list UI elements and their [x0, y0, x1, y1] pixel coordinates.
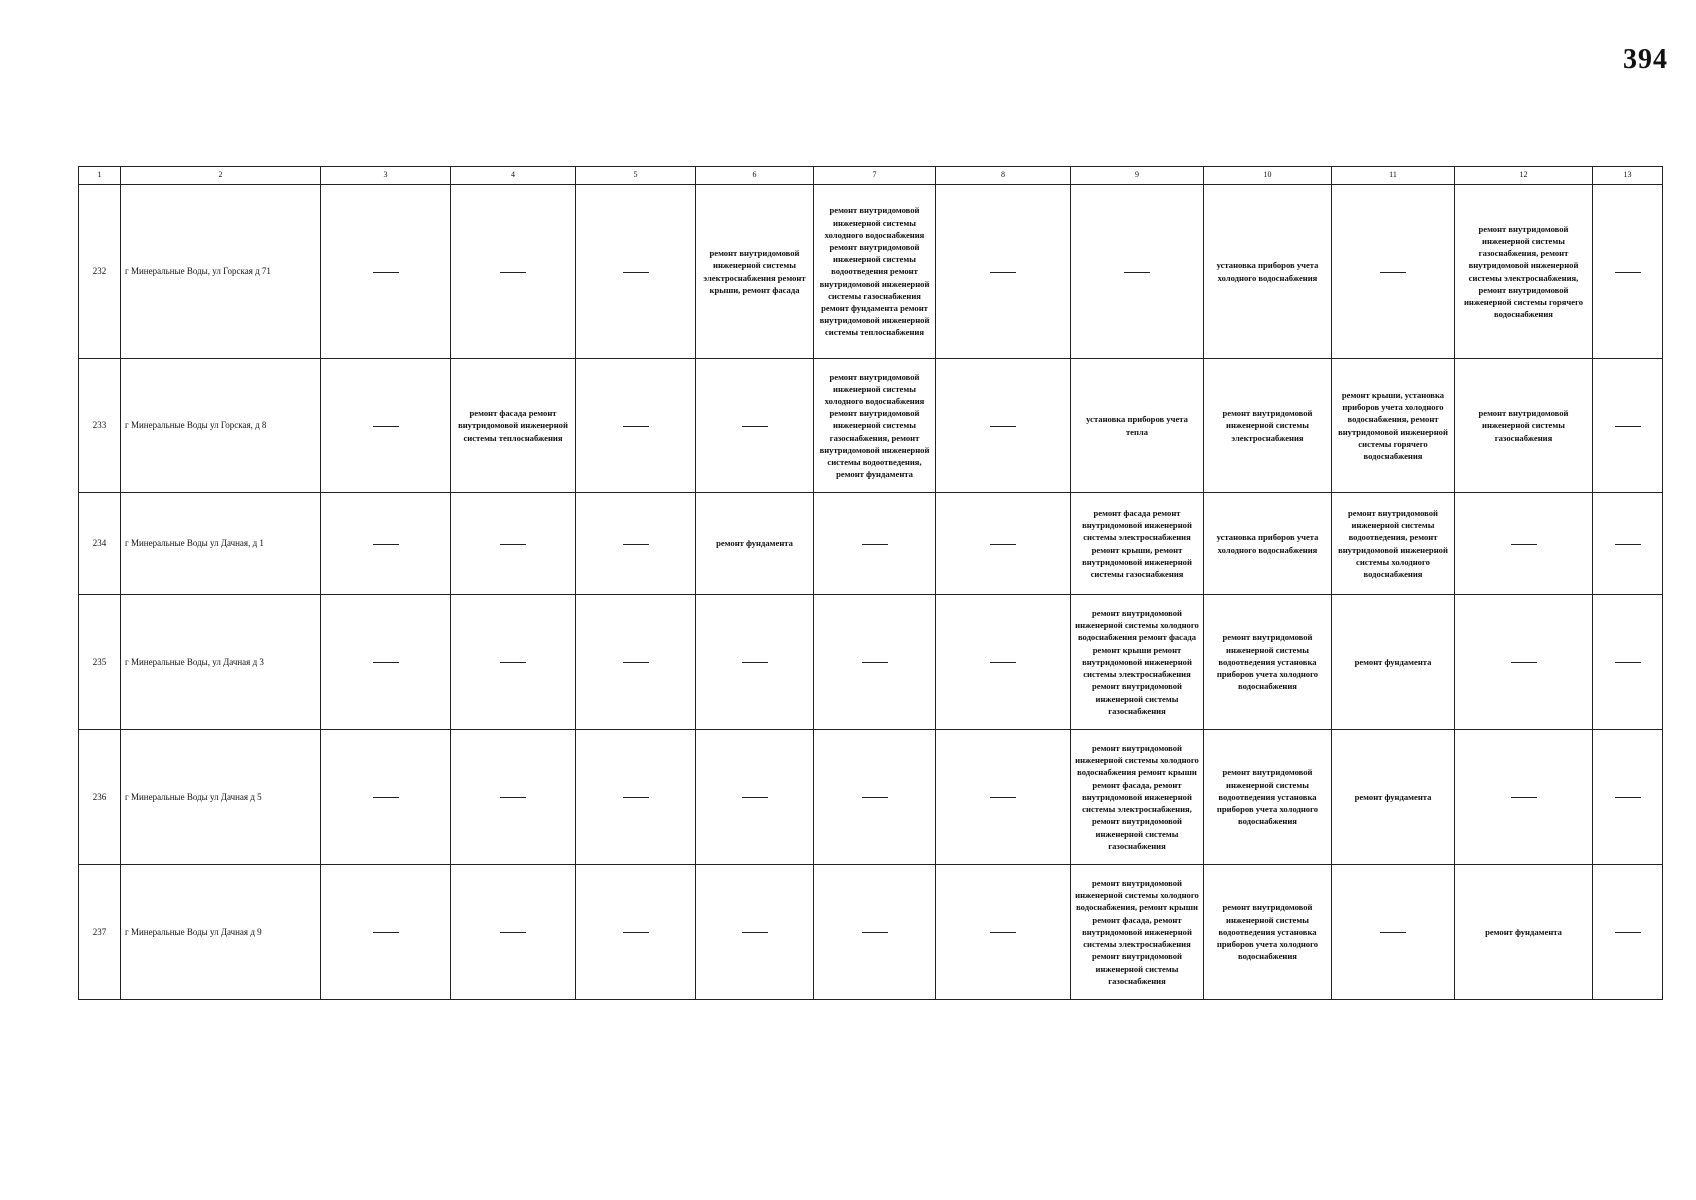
address-cell: г Минеральные Воды, ул Дачная д 3 — [121, 595, 321, 730]
empty-cell — [1593, 359, 1663, 493]
table-row — [79, 595, 1663, 730]
work-cell: ремонт внутридомовой инженерной системы электроснабжения ремонт крыши, ремонт фасада — [696, 185, 814, 359]
column-number-row — [79, 167, 1663, 185]
dash-mark — [990, 797, 1016, 798]
column-number: 6 — [696, 167, 814, 185]
work-cell: ремонт фундамента — [1455, 865, 1593, 1000]
empty-cell — [321, 493, 451, 595]
empty-cell — [1593, 730, 1663, 865]
empty-cell — [936, 730, 1071, 865]
dash-mark — [862, 662, 888, 663]
dash-mark — [1615, 426, 1641, 427]
work-cell: ремонт внутридомовой инженерной системы холодного водоснабжения ремонт фасада ремонт крыши ремонт внутридомовой инженерной системы электроснабжения ремонт внутридомовой инженерной системы газоснабжения — [1071, 595, 1204, 730]
row-number: 233 — [79, 359, 121, 493]
dash-mark — [862, 797, 888, 798]
empty-cell — [576, 730, 696, 865]
column-number: 8 — [936, 167, 1071, 185]
empty-cell — [576, 865, 696, 1000]
column-number: 10 — [1204, 167, 1332, 185]
dash-mark — [990, 662, 1016, 663]
dash-mark — [500, 544, 526, 545]
empty-cell — [1332, 865, 1455, 1000]
dash-mark — [1380, 272, 1406, 273]
work-cell: ремонт фундамента — [1332, 595, 1455, 730]
work-cell: ремонт крыши, установка приборов учета холодного водоснабжения, ремонт внутридомовой инженерной системы горячего водоснабжения — [1332, 359, 1455, 493]
dash-mark — [500, 797, 526, 798]
empty-cell — [696, 595, 814, 730]
row-number: 232 — [79, 185, 121, 359]
dash-mark — [373, 662, 399, 663]
column-number: 12 — [1455, 167, 1593, 185]
address-cell: г Минеральные Воды, ул Горская д 71 — [121, 185, 321, 359]
work-cell: ремонт фасада ремонт внутридомовой инженерной системы теплоснабжения — [451, 359, 576, 493]
work-cell: установка приборов учета тепла — [1071, 359, 1204, 493]
empty-cell — [1455, 493, 1593, 595]
column-number: 3 — [321, 167, 451, 185]
dash-mark — [1380, 932, 1406, 933]
dash-mark — [1124, 272, 1150, 273]
empty-cell — [451, 865, 576, 1000]
work-cell: ремонт внутридомовой инженерной системы холодного водоснабжения ремонт внутридомовой инженерной системы водоотведения ремонт внутридомовой инженерной системы газоснабжения ремонт фундамента ремонт внутридомовой инженерной системы теплоснабжения — [814, 185, 936, 359]
dash-mark — [1615, 544, 1641, 545]
dash-mark — [373, 544, 399, 545]
dash-mark — [1615, 932, 1641, 933]
work-cell: ремонт внутридомовой инженерной системы электроснабжения — [1204, 359, 1332, 493]
page-number: 394 — [1623, 44, 1668, 75]
empty-cell — [576, 595, 696, 730]
dash-mark — [500, 932, 526, 933]
empty-cell — [576, 493, 696, 595]
dash-mark — [373, 932, 399, 933]
empty-cell — [696, 359, 814, 493]
empty-cell — [814, 730, 936, 865]
work-cell: ремонт внутридомовой инженерной системы холодного водоснабжения ремонт крыши ремонт фасада, ремонт внутридомовой инженерной системы электроснабжения, ремонт внутридомовой инженерной системы газоснабжения — [1071, 730, 1204, 865]
column-number: 1 — [79, 167, 121, 185]
empty-cell — [451, 595, 576, 730]
row-number: 236 — [79, 730, 121, 865]
column-number: 2 — [121, 167, 321, 185]
work-cell: ремонт фасада ремонт внутридомовой инженерной системы электроснабжения ремонт крыши, ремонт внутридомовой инженерной системы газоснабжения — [1071, 493, 1204, 595]
row-number: 237 — [79, 865, 121, 1000]
empty-cell — [814, 865, 936, 1000]
empty-cell — [321, 865, 451, 1000]
empty-cell — [1593, 595, 1663, 730]
dash-mark — [373, 797, 399, 798]
column-number: 4 — [451, 167, 576, 185]
work-cell: ремонт внутридомовой инженерной системы холодного водоснабжения ремонт внутридомовой инженерной системы газоснабжения, ремонт внутридомовой инженерной системы водоотведения, ремонт фундамента — [814, 359, 936, 493]
work-cell: ремонт внутридомовой инженерной системы водоотведения установка приборов учета холодного водоснабжения — [1204, 595, 1332, 730]
dash-mark — [990, 272, 1016, 273]
column-number: 9 — [1071, 167, 1204, 185]
table-row — [79, 730, 1663, 865]
work-cell: ремонт внутридомовой инженерной системы газоснабжения — [1455, 359, 1593, 493]
empty-cell — [936, 865, 1071, 1000]
empty-cell — [1332, 185, 1455, 359]
empty-cell — [451, 730, 576, 865]
address-cell: г Минеральные Воды ул Дачная, д 1 — [121, 493, 321, 595]
empty-cell — [321, 359, 451, 493]
repair-schedule-table — [78, 166, 1663, 1000]
dash-mark — [742, 797, 768, 798]
address-cell: г Минеральные Воды ул Дачная д 9 — [121, 865, 321, 1000]
work-cell: ремонт фундамента — [1332, 730, 1455, 865]
empty-cell — [321, 595, 451, 730]
table-row — [79, 865, 1663, 1000]
column-number: 7 — [814, 167, 936, 185]
dash-mark — [990, 932, 1016, 933]
dash-mark — [500, 662, 526, 663]
work-cell: ремонт фундамента — [696, 493, 814, 595]
dash-mark — [1615, 272, 1641, 273]
work-cell: ремонт внутридомовой инженерной системы водоотведения установка приборов учета холодного водоснабжения — [1204, 730, 1332, 865]
dash-mark — [623, 272, 649, 273]
column-number: 11 — [1332, 167, 1455, 185]
dash-mark — [623, 662, 649, 663]
empty-cell — [1455, 595, 1593, 730]
empty-cell — [1071, 185, 1204, 359]
row-number: 234 — [79, 493, 121, 595]
empty-cell — [814, 493, 936, 595]
empty-cell — [936, 493, 1071, 595]
dash-mark — [742, 932, 768, 933]
dash-mark — [1615, 662, 1641, 663]
dash-mark — [990, 426, 1016, 427]
dash-mark — [742, 426, 768, 427]
dash-mark — [623, 544, 649, 545]
dash-mark — [500, 272, 526, 273]
empty-cell — [936, 595, 1071, 730]
empty-cell — [321, 730, 451, 865]
empty-cell — [696, 865, 814, 1000]
work-cell: установка приборов учета холодного водоснабжения — [1204, 493, 1332, 595]
empty-cell — [1593, 865, 1663, 1000]
work-cell: ремонт внутридомовой инженерной системы водоотведения, ремонт внутридомовой инженерной системы холодного водоснабжения — [1332, 493, 1455, 595]
table-row — [79, 359, 1663, 493]
empty-cell — [936, 185, 1071, 359]
dash-mark — [1511, 662, 1537, 663]
empty-cell — [1593, 185, 1663, 359]
work-cell: ремонт внутридомовой инженерной системы водоотведения установка приборов учета холодного водоснабжения — [1204, 865, 1332, 1000]
empty-cell — [1593, 493, 1663, 595]
work-cell: установка приборов учета холодного водоснабжения — [1204, 185, 1332, 359]
dash-mark — [742, 662, 768, 663]
empty-cell — [814, 595, 936, 730]
empty-cell — [576, 185, 696, 359]
empty-cell — [321, 185, 451, 359]
dash-mark — [990, 544, 1016, 545]
address-cell: г Минеральные Воды ул Дачная д 5 — [121, 730, 321, 865]
work-cell: ремонт внутридомовой инженерной системы холодного водоснабжения, ремонт крыши ремонт фасада, ремонт внутридомовой инженерной системы электроснабжения ремонт внутридомовой инженерной системы газоснабжения — [1071, 865, 1204, 1000]
empty-cell — [1455, 730, 1593, 865]
address-cell: г Минеральные Воды ул Горская, д 8 — [121, 359, 321, 493]
dash-mark — [623, 426, 649, 427]
dash-mark — [862, 932, 888, 933]
table-row — [79, 493, 1663, 595]
row-number: 235 — [79, 595, 121, 730]
empty-cell — [576, 359, 696, 493]
empty-cell — [451, 493, 576, 595]
dash-mark — [373, 272, 399, 273]
dash-mark — [373, 426, 399, 427]
dash-mark — [1511, 544, 1537, 545]
column-number: 13 — [1593, 167, 1663, 185]
work-cell: ремонт внутридомовой инженерной системы газоснабжения, ремонт внутридомовой инженерной системы электроснабжения, ремонт внутридомовой инженерной системы горячего водоснабжения — [1455, 185, 1593, 359]
dash-mark — [623, 932, 649, 933]
dash-mark — [623, 797, 649, 798]
dash-mark — [1615, 797, 1641, 798]
table-row — [79, 185, 1663, 359]
empty-cell — [696, 730, 814, 865]
dash-mark — [1511, 797, 1537, 798]
empty-cell — [451, 185, 576, 359]
column-number: 5 — [576, 167, 696, 185]
dash-mark — [862, 544, 888, 545]
empty-cell — [936, 359, 1071, 493]
